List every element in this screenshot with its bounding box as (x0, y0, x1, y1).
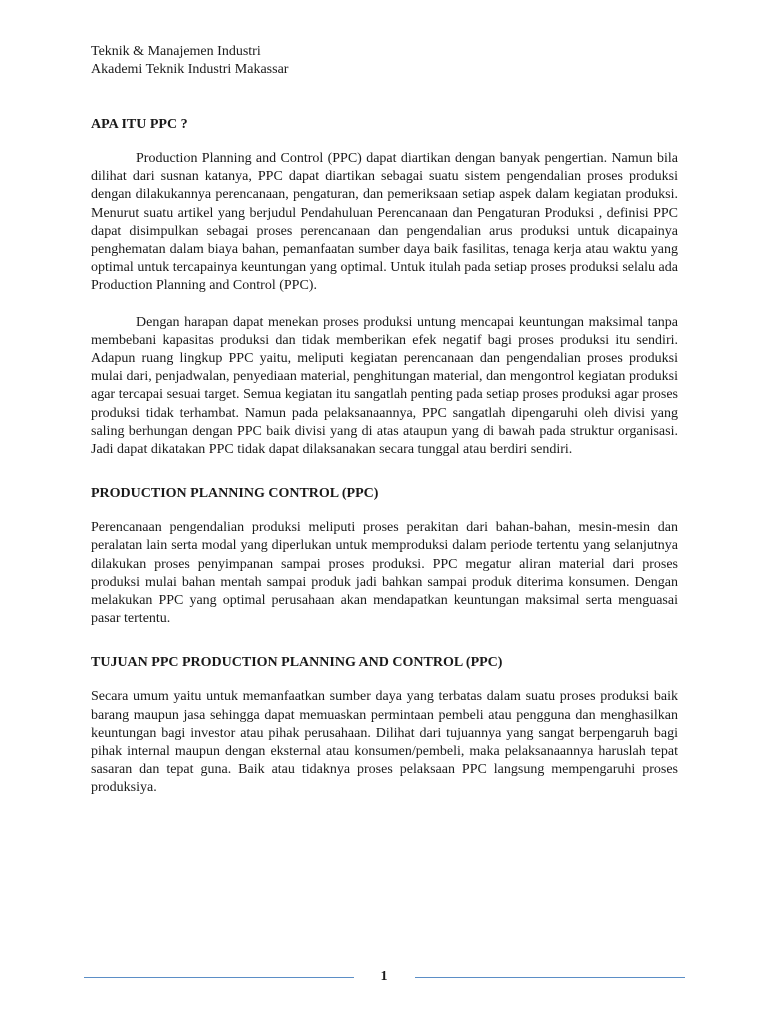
section-heading: APA ITU PPC ? (91, 117, 188, 132)
header-line-2: Akademi Teknik Industri Makassar (91, 62, 289, 77)
paragraph: Perencanaan pengendalian produksi meliputi proses perakitan dari bahan-bahan, mesin-mesin dan peralatan lain serta modal yang diperlukan untuk memproduksi dalam periode tertentu yang selanjutnya dilakukan proses penyimpanan sampai proses produksi. PPC megatur aliran material dari proses produksi mulai bahan mentah sampai produk jadi bahkan sampai produk diterima konsumen. Dengan melakukan PPC yang optimal perusahaan akan mendapatkan keuntungan maksimal serta menguasai pasar tertentu. (91, 520, 678, 627)
section-heading: PRODUCTION PLANNING CONTROL (PPC) (91, 486, 379, 502)
section-heading: TUJUAN PPC PRODUCTION PLANNING AND CONTROL (PPC) (91, 655, 503, 671)
page-number: 1 (380, 969, 388, 984)
paragraph: Production Planning and Control (PPC) dapat diartikan dengan banyak pengertian. Namun bila dilihat dari susnan katanya, PPC dapat diartikan sebagai suatu sistem pengendalian proses produksi dengan dilakukannya perencanaan, pengaturan, dan pemeriksaan setiap aspek dalam kegiatan produksi. Menurut suatu artikel yang berjudul Pendahuluan Perencanaan dan Pengaturan Produksi , definisi PPC dapat disimpulkan sebagai proses perencanaan dan pengendalian arus produksi untuk dicapainya penghematan dalam biaya bahan, pemanfaatan sumber daya baik fasilitas, tenaga kerja atau waktu yang optimal untuk tercapainya keuntungan yang optimal. Untuk itulah pada setiap proses produksi selalu ada Production Planning and Control (PPC). (91, 151, 678, 294)
footer-rule-right (415, 977, 685, 978)
paragraph: Dengan harapan dapat menekan proses produksi untung mencapai keuntungan maksimal tanpa membebani kapasitas produksi dan tidak memberikan efek negatif bagi proses produksi itu sendiri. Adapun ruang lingkup PPC yaitu, meliputi kegiatan perencanaan dan pengendalian proses produksi mulai dari, penjadwalan, penyediaan material, penghitungan material, dan mengontrol kegiatan produksi agar tercapai sesuai target. Semua kegiatan itu sangatlah penting pada setiap proses produksi agar proses produksi tidak terhambat. Namun pada pelaksanaannya, PPC sangatlah dipengaruhi oleh divisi yang saling berhungan dengan PPC baik divisi yang di atas ataupun yang di bawah pada struktur organisasi. Jadi dapat dikatakan PPC tidak dapat dilaksanakan secara tunggal atau berdiri sendiri. (91, 314, 678, 458)
page-header (91, 43, 288, 79)
footer-rule-left (84, 977, 354, 978)
paragraph: Secara umum yaitu untuk memanfaatkan sumber daya yang terbatas dalam suatu proses produksi baik barang maupun jasa sehingga dapat memuaskan permintaan pembeli atau pengguna dan menghasilkan keuntungan bagi investor atau pihak perusahaan. Dilihat dari tujuannya yang sangat berpengaruh bagi pihak internal maupun dengan eksternal atau konsumen/pembeli, maka pelaksanaannya haruslah tepat sasaran dan tepat guna. Baik atau tidaknya proses pelaksaan PPC langsung mempengaruhi proses produksiya. (91, 689, 678, 796)
document-body (91, 116, 678, 798)
header-line-1: Teknik & Manajemen Industri (91, 44, 261, 59)
